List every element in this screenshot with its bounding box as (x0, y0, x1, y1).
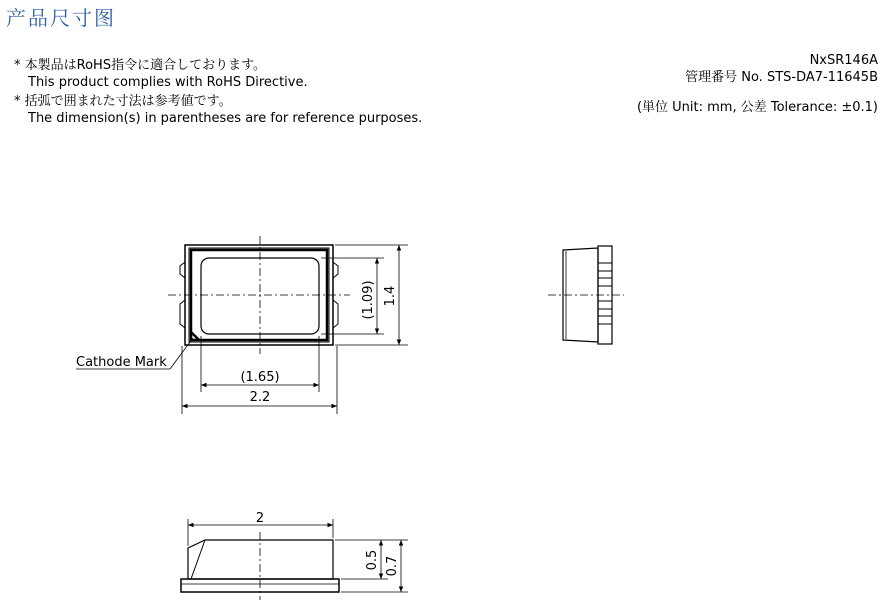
side-terminal-pad (598, 263, 612, 271)
cathode-mark-label: Cathode Mark (76, 355, 167, 370)
side-view-right (548, 246, 624, 344)
page-title: 产品尺寸图 (6, 6, 116, 30)
side-terminal-pad (598, 278, 612, 286)
part-number: NxSR146A (809, 53, 878, 68)
side-terminal-pad (598, 316, 612, 324)
note-bullet: * (14, 94, 21, 109)
note-rohs-ja: 本製品はRoHS指令に適合しております。 (24, 58, 267, 73)
note-reference-ja: 括弧で囲まれた寸法は参考値です。 (24, 94, 232, 109)
side-terminal-pad (598, 301, 612, 309)
note-rohs-en: This product complies with RoHS Directive. (28, 75, 308, 90)
note-bullet: * (14, 58, 21, 73)
note-reference-en: The dimension(s) in parentheses are for reference purposes. (28, 111, 423, 126)
dim-height: 1.4 (383, 285, 398, 307)
dim-side-width: 2 (255, 511, 265, 526)
dim-side-height: 0.7 (385, 555, 400, 577)
dim-inner-height: (1.09) (361, 280, 376, 320)
dim-side-height-inner: 0.5 (365, 549, 380, 571)
control-number: 管理番号 No. STS-DA7-11645B (685, 70, 878, 85)
units-tolerance: (単位 Unit: mm, 公差 Tolerance: ±0.1) (636, 100, 878, 115)
cathode-leader (170, 338, 193, 369)
dim-width: 2.2 (249, 390, 271, 405)
dim-inner-width: (1.65) (240, 370, 280, 385)
front-body (188, 540, 333, 579)
top-view (76, 236, 408, 414)
